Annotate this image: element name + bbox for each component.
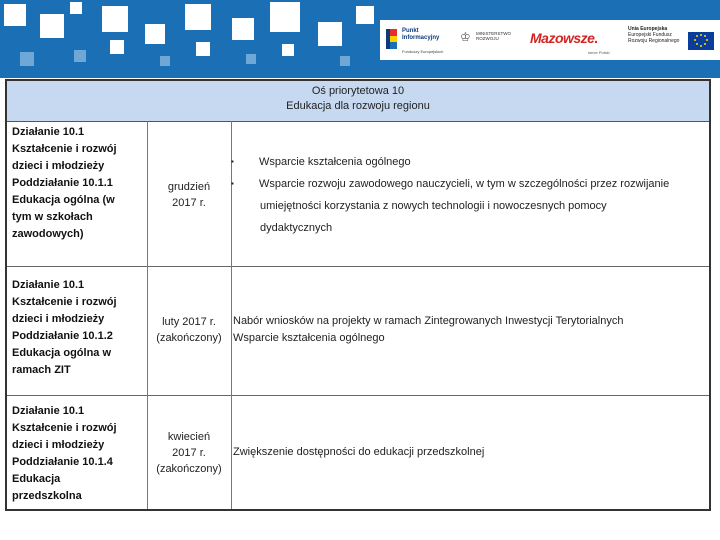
table-title [7,81,709,122]
mazowsze-logo [530,28,620,58]
decor-square [40,14,64,38]
decor-square [356,6,374,24]
bullet-text: Wsparcie rozwoju zawodowego nauczycieli, w tym w szczególności przez rozwijanie [259,178,670,190]
row-description: Nabór wniosków na projekty w ramach Zintegrowanych Inwestycji Terytorialnych [233,315,624,327]
row-description: Wsparcie kształcenia ogólnego [233,332,385,344]
decor-square [340,56,350,66]
priority-axis-table [5,79,711,511]
ministerstwo-title: MINISTERSTWO ROZWOJU [476,31,511,41]
table-title-line2: Edukacja dla rozwoju regionu [286,100,430,112]
decor-square [70,2,82,14]
eu-flag-icon [688,32,714,50]
logo-strip [380,20,720,60]
table-row-date: luty 2017 r. (zakończony) [156,316,222,344]
table-title-line1: Oś priorytetowa 10 [311,85,405,97]
decor-square [20,52,34,66]
ue-title: Unia Europejska Europejski Fundusz Rozwoju Regionalnego [628,26,680,44]
decor-square [74,50,86,62]
row-divider [7,395,709,396]
decor-square [282,44,294,56]
table-row-action: Działanie 10.1 Kształcenie i rozwój dzieci i młodzieży Poddziałanie 10.1.1 Edukacja ogólna (w tym w szkołach zawodowych) [12,126,117,240]
table-row-action: Działanie 10.1 Kształcenie i rozwój dzieci i młodzieży Poddziałanie 10.1.2 Edukacja ogólna w ramach ZIT [12,279,117,376]
fundusze-title: Punkt Informacyjny [402,28,440,41]
mazowsze-name: Mazowsze. [530,30,598,46]
fundusze-logo [386,25,456,55]
fundusze-subtitle: Funduszy Europejskich [402,49,444,54]
eagle-icon: ♔ [460,30,471,44]
bullet-icon: ▪ [231,179,234,188]
decor-square [196,42,210,56]
decor-square [246,54,256,64]
decor-square [270,2,300,32]
decor-square [145,24,165,44]
fundusze-mark-icon [386,29,398,49]
decor-square [232,18,254,40]
mazowsze-tagline: serce Polski [588,50,610,55]
row-divider [7,266,709,267]
bullet-text: dydaktycznych [260,222,333,234]
decor-square [185,4,211,30]
decor-square [160,56,170,66]
ue-logo [628,24,716,58]
decor-square [4,4,26,26]
table-row-action: Działanie 10.1 Kształcenie i rozwój dzieci i młodzieży Poddziałanie 10.1.4 Edukacja przedszkolna [12,405,117,502]
ministerstwo-logo [460,28,530,54]
bullet-text: Wsparcie kształcenia ogólnego [259,156,411,168]
decor-square [102,6,128,32]
decor-square [318,22,342,46]
row-description: Zwiększenie dostępności do edukacji przedszkolnej [233,446,485,458]
table-row-date: kwiecień 2017 r. (zakończony) [156,431,222,475]
bullet-icon: ▪ [231,157,234,166]
header-band [0,0,720,78]
bullet-text: umiejętności korzystania z nowych technologii i nowoczesnych pomocy [260,200,607,212]
table-row-date: grudzień 2017 r. [167,181,211,209]
decor-square [110,40,124,54]
